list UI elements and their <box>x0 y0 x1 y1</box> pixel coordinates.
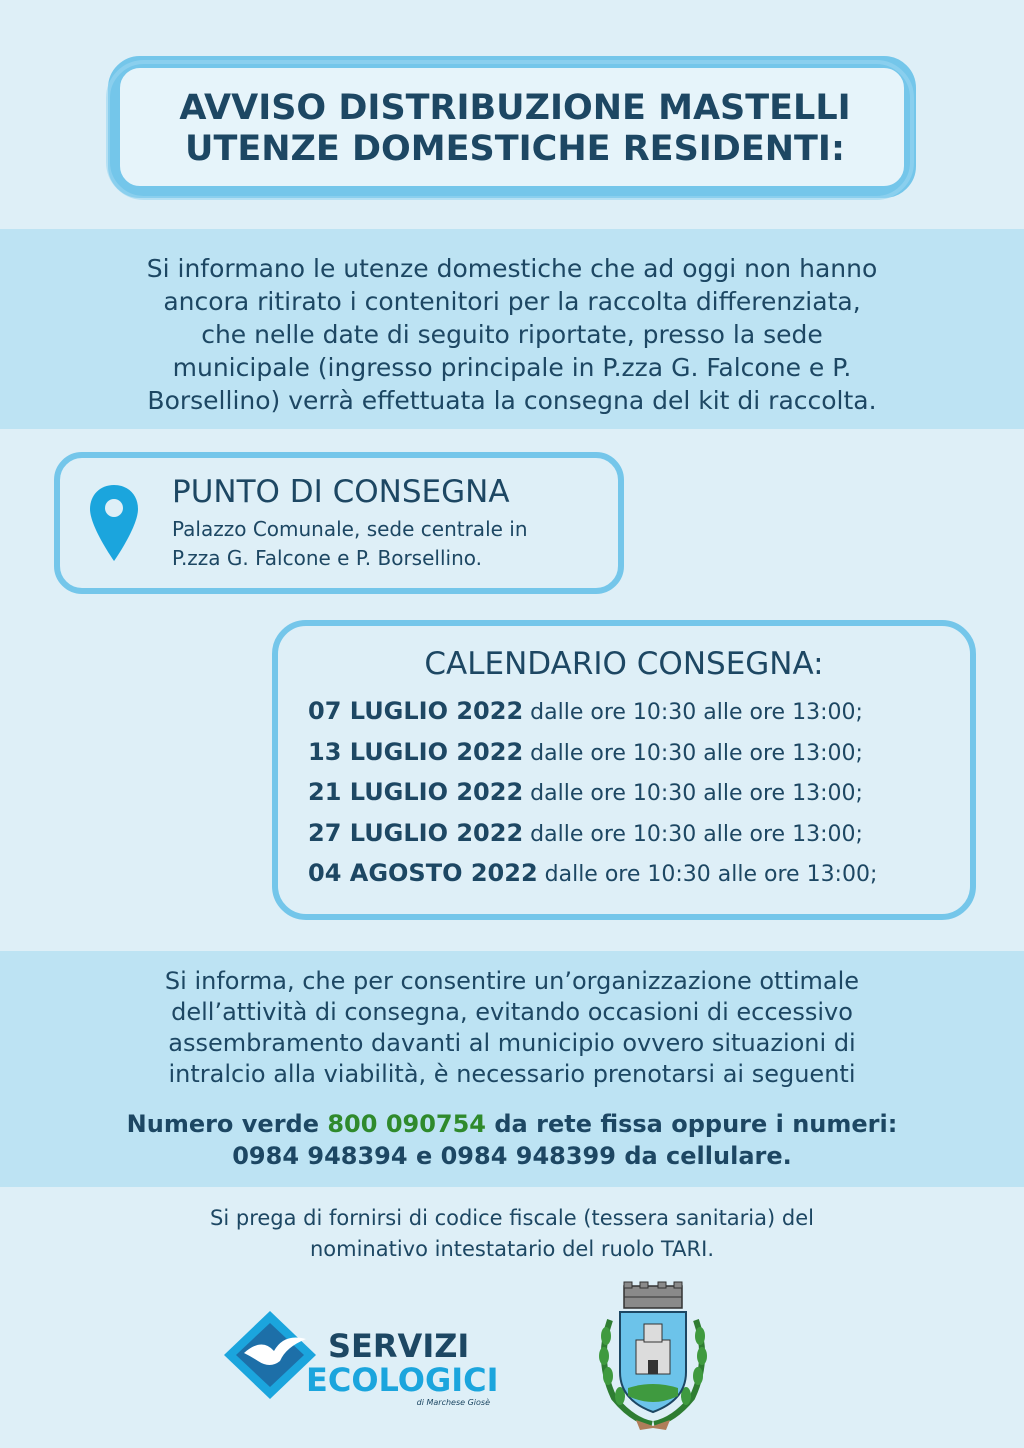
calendar-date: 21 LUGLIO 2022 <box>308 778 524 806</box>
calendar-list <box>308 692 877 895</box>
info-line: assembramento davanti al municipio ovvero situazioni di <box>168 1029 856 1057</box>
location-pin-icon <box>88 483 140 563</box>
calendar-time: dalle ore 10:30 alle ore 13:00; <box>530 700 863 725</box>
delivery-point-address <box>172 515 528 573</box>
mobile-number-1[interactable]: 0984 948394 <box>232 1142 408 1170</box>
final-note <box>40 1203 984 1265</box>
calendar-time: dalle ore 10:30 alle ore 13:00; <box>530 740 863 766</box>
calendar-date: 04 AGOSTO 2022 <box>308 859 538 887</box>
info-paragraph <box>40 966 984 1090</box>
calendar-entry <box>308 692 877 733</box>
intro-line: che nelle date di seguito riportate, presso la sede <box>201 320 823 349</box>
intro-line: Si informano le utenze domestiche che ad oggi non hanno <box>146 254 878 283</box>
calendar-date: 27 LUGLIO 2022 <box>308 818 524 847</box>
mobile-number-2[interactable]: 0984 948399 <box>440 1142 616 1170</box>
address-line-2: P.zza G. Falcone e P. Borsellino. <box>172 546 482 570</box>
intro-line: ancora ritirato i contenitori per la raccolta differenziata, <box>163 287 861 316</box>
toll-free-number[interactable]: 800 090754 <box>327 1110 487 1138</box>
phone-conjunction: e <box>415 1142 433 1170</box>
calendar-time: dalle ore 10:30 alle ore 13:00; <box>530 821 863 847</box>
delivery-point-title: PUNTO DI CONSEGNA <box>172 474 510 510</box>
calendar-title: CALENDARIO CONSEGNA: <box>424 646 824 682</box>
mobile-suffix: da cellulare. <box>624 1142 792 1170</box>
toll-free-suffix: da rete fissa oppure i numeri: <box>494 1110 898 1138</box>
calendar-time: dalle ore 10:30 alle ore 13:00; <box>544 862 878 887</box>
final-note-line-2: nominativo intestatario del ruolo TARI. <box>309 1237 714 1261</box>
calendar-time: dalle ore 10:30 alle ore 13:00; <box>530 781 863 806</box>
page-title <box>120 88 910 170</box>
calendar-entry <box>308 854 877 895</box>
intro-paragraph <box>40 252 984 417</box>
calendar-entry <box>308 814 877 855</box>
seagull-logo-icon <box>224 1311 316 1399</box>
logo-tagline: di Marchese Giosè <box>416 1398 490 1407</box>
info-line: Si informa, che per consentire un’organizzazione ottimale <box>164 967 860 995</box>
title-line-1: AVVISO DISTRIBUZIONE MASTELLI <box>179 88 851 128</box>
logo-word-servizi: SERVIZI <box>328 1327 470 1365</box>
info-line: dell’attività di consegna, evitando occasioni di eccessivo <box>171 998 853 1026</box>
phone-line-1 <box>40 1108 984 1140</box>
calendar-date: 13 LUGLIO 2022 <box>308 737 524 766</box>
info-line: intralcio alla viabilità, è necessario prenotarsi ai seguenti <box>168 1060 856 1088</box>
calendar-entry <box>308 773 877 814</box>
phone-numbers <box>40 1108 984 1172</box>
address-line-1: Palazzo Comunale, sede centrale in <box>172 517 528 541</box>
calendar-date: 07 LUGLIO 2022 <box>308 697 524 725</box>
final-note-line-1: Si prega di fornirsi di codice fiscale (tessera sanitaria) del <box>210 1206 814 1230</box>
intro-line: municipale (ingresso principale in P.zza G. Falcone e P. <box>172 353 852 382</box>
municipal-crest-icon <box>592 1280 714 1432</box>
servizi-ecologici-logo <box>222 1303 502 1411</box>
toll-free-label: Numero verde <box>126 1110 319 1138</box>
title-line-2: UTENZE DOMESTICHE RESIDENTI: <box>185 129 845 169</box>
intro-line: Borsellino) verrà effettuata la consegna del kit di raccolta. <box>147 386 877 415</box>
phone-line-2 <box>40 1140 984 1172</box>
calendar-entry <box>308 733 877 774</box>
logo-word-ecologici: ECOLOGICI <box>306 1361 499 1399</box>
